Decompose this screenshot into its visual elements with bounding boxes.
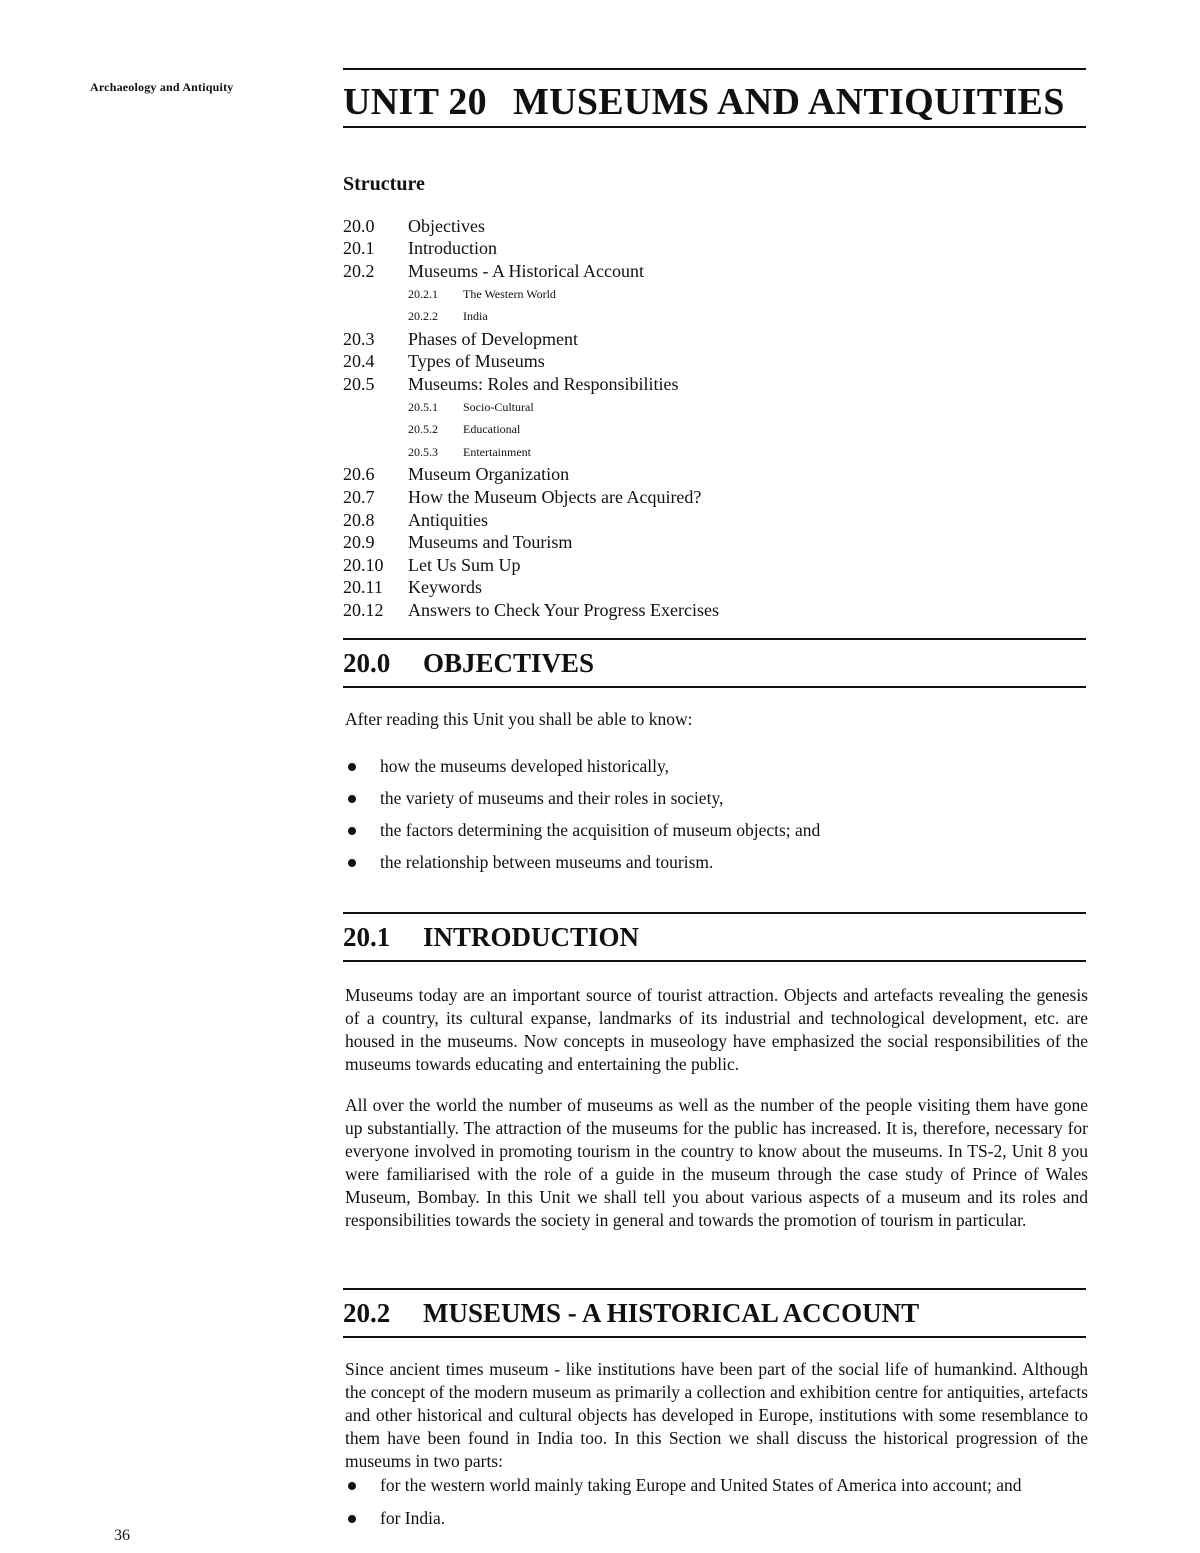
- section-title: MUSEUMS - A HISTORICAL ACCOUNT: [423, 1298, 920, 1328]
- toc-item: [343, 238, 1088, 261]
- toc-item-number: 20.0: [343, 215, 375, 236]
- toc-item-label: India: [463, 309, 488, 324]
- title-rule-top: [343, 68, 1086, 70]
- objectives-rule-top: [343, 638, 1086, 640]
- toc-item-number: 20.9: [343, 532, 375, 553]
- toc-item-label: Let Us Sum Up: [408, 554, 521, 575]
- toc-subitem: [343, 441, 1088, 464]
- introduction-rule-top: [343, 912, 1086, 914]
- toc-item: [343, 373, 1088, 396]
- toc-subitem: [343, 396, 1088, 419]
- unit-number: UNIT 20: [343, 81, 487, 123]
- toc-item-number: 20.6: [343, 464, 375, 485]
- toc-item-number: 20.5.1: [408, 399, 438, 414]
- section-number: 20.0: [343, 648, 391, 678]
- introduction-paragraph-1: Museums today are an important source of tourist attraction. Objects and artefacts revealing the genesis of a country, its cultural expanse, landmarks of its industrial and technological development, etc. are housed in the museums. Now concepts in museology have emphasized the social responsibilities of the museums towards educating and entertaining the public.: [345, 985, 1088, 1074]
- bullet-text: for the western world mainly taking Europe and United States of America into account; and: [380, 1475, 1022, 1495]
- toc-item: [343, 599, 1088, 622]
- bullet-item: [345, 787, 1088, 819]
- toc-item: [343, 260, 1088, 283]
- toc-item-label: Objectives: [408, 215, 485, 236]
- section-number: 20.1: [343, 922, 391, 952]
- bullet-text: the relationship between museums and tourism.: [380, 852, 714, 872]
- section-title: OBJECTIVES: [423, 648, 595, 678]
- toc-item-number: 20.11: [343, 577, 383, 598]
- structure-heading: Structure: [343, 173, 425, 195]
- toc-item-label: Educational: [463, 422, 521, 437]
- introduction-heading: [343, 922, 639, 953]
- toc-item: [343, 351, 1088, 374]
- toc-item-number: 20.5.2: [408, 422, 438, 437]
- bullet-item: [345, 755, 1088, 787]
- bullet-icon: [348, 1482, 356, 1490]
- bullet-text: the factors determining the acquisition of museum objects; and: [380, 820, 821, 840]
- toc-item-label: How the Museum Objects are Acquired?: [408, 486, 702, 507]
- historical-list: [345, 1474, 1088, 1540]
- bullet-text: for India.: [380, 1508, 446, 1528]
- toc-item-number: 20.5.3: [408, 444, 438, 459]
- table-of-contents: [343, 215, 1088, 622]
- unit-title: [343, 80, 1065, 124]
- toc-item-label: Antiquities: [408, 509, 488, 530]
- toc-item: [343, 577, 1088, 600]
- toc-subitem: [343, 418, 1088, 441]
- historical-rule-top: [343, 1288, 1086, 1290]
- toc-item-label: Museum Organization: [408, 464, 570, 485]
- toc-item-label: Answers to Check Your Progress Exercises: [408, 599, 719, 620]
- bullet-icon: [348, 827, 356, 835]
- toc-item-number: 20.8: [343, 509, 375, 530]
- toc-item-number: 20.4: [343, 351, 375, 372]
- objectives-rule-bottom: [343, 686, 1086, 688]
- toc-item-number: 20.3: [343, 328, 375, 349]
- toc-subitem: [343, 305, 1088, 328]
- toc-item-label: Introduction: [408, 238, 497, 259]
- historical-paragraph: Since ancient times museum - like institutions have been part of the social life of humankind. Although the concept of the modern museum as primarily a collection and exhibition centre for antiquities, artefacts and other historical and cultural objects has developed in Europe, institutions with some resemblance to them have been found in India too. In this Section we shall discuss the historical progression of the museums in two parts:: [345, 1359, 1088, 1471]
- toc-item-number: 20.2: [343, 260, 375, 281]
- toc-item: [343, 509, 1088, 532]
- toc-item: [343, 486, 1088, 509]
- toc-item-label: Museums - A Historical Account: [408, 260, 644, 281]
- toc-item-label: Phases of Development: [408, 328, 578, 349]
- toc-item: [343, 464, 1088, 487]
- bullet-text: the variety of museums and their roles in society,: [380, 788, 724, 808]
- title-rule-bottom: [343, 126, 1086, 128]
- toc-item-number: 20.10: [343, 554, 384, 575]
- toc-item-label: Keywords: [408, 577, 482, 598]
- section-title: INTRODUCTION: [423, 922, 640, 952]
- toc-item-number: 20.1: [343, 238, 375, 259]
- unit-title-text: MUSEUMS AND ANTIQUITIES: [512, 81, 1065, 123]
- bullet-item: [345, 1507, 1088, 1530]
- toc-subitem: [343, 283, 1088, 306]
- bullet-item: [345, 1474, 1088, 1497]
- toc-item-label: Museums and Tourism: [408, 532, 573, 553]
- bullet-icon: [348, 763, 356, 771]
- toc-item-number: 20.2.2: [408, 309, 438, 324]
- toc-item-number: 20.12: [343, 599, 384, 620]
- running-header: Archaeology and Antiquity: [90, 80, 234, 94]
- introduction-paragraph-2: All over the world the number of museums as well as the number of the people visiting them have gone up substantially. The attraction of the museums for the public has increased. It is, therefore, necessary for everyone involved in promoting tourism in the country to know about the museums. In TS-2, Unit 8 you were familiarised with the role of a guide in the museum through the case study of Prince of Wales Museum, Bombay. In this Unit we shall tell you about various aspects of a museum and its roles and responsibilities towards the society in general and towards the promotion of tourism in particular.: [345, 1095, 1088, 1230]
- toc-item-label: Socio-Cultural: [463, 399, 534, 414]
- introduction-rule-bottom: [343, 960, 1086, 962]
- toc-item-number: 20.5: [343, 373, 375, 394]
- bullet-icon: [348, 859, 356, 867]
- toc-item: [343, 531, 1088, 554]
- bullet-icon: [348, 795, 356, 803]
- toc-item-label: The Western World: [463, 286, 556, 301]
- toc-item-number: 20.2.1: [408, 286, 438, 301]
- toc-item-label: Types of Museums: [408, 351, 545, 372]
- toc-item: [343, 215, 1088, 238]
- toc-item: [343, 554, 1088, 577]
- historical-rule-bottom: [343, 1336, 1086, 1338]
- toc-item-label: Entertainment: [463, 444, 531, 459]
- section-number: 20.2: [343, 1298, 391, 1328]
- page-number: 36: [114, 1527, 130, 1544]
- toc-item: [343, 328, 1088, 351]
- toc-item-number: 20.7: [343, 486, 375, 507]
- bullet-item: [345, 819, 1088, 851]
- historical-heading: [343, 1298, 919, 1329]
- objectives-intro: After reading this Unit you shall be able to know:: [345, 709, 693, 729]
- objectives-list: [345, 755, 1088, 883]
- bullet-item: [345, 851, 1088, 883]
- bullet-text: how the museums developed historically,: [380, 756, 670, 776]
- bullet-icon: [348, 1515, 356, 1523]
- toc-item-label: Museums: Roles and Responsibilities: [408, 373, 679, 394]
- objectives-heading: [343, 648, 594, 679]
